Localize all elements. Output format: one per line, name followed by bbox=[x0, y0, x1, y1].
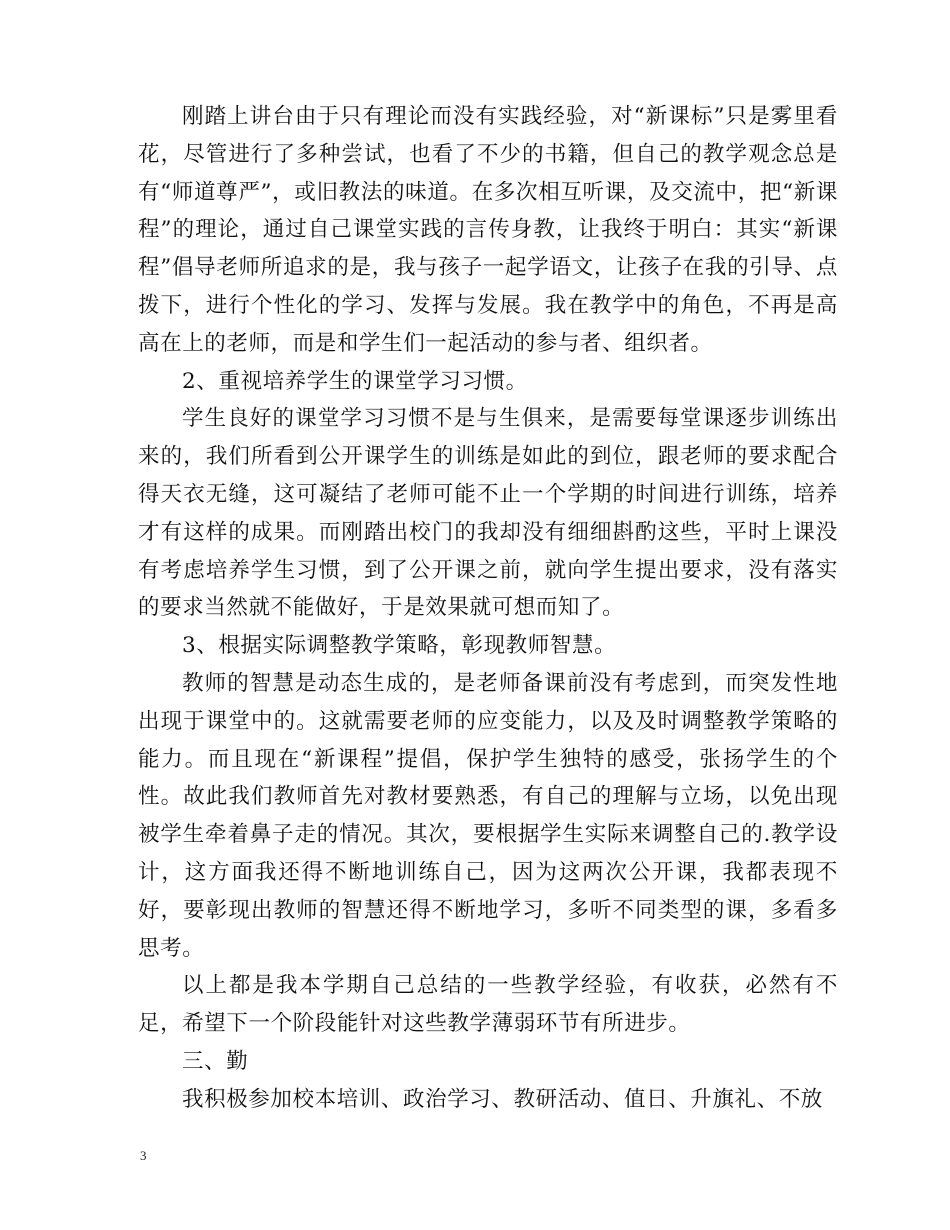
heading-teaching-strategy: 3、根据实际调整教学策略，彰现教师智慧。 bbox=[182, 633, 617, 659]
document-body bbox=[138, 98, 838, 1119]
paragraph-summary: 以上都是我本学期自己总结的一些教学经验，有收获，必然有不足，希望下一个阶段能针对这些教学薄弱环节有所进步。 bbox=[138, 973, 838, 1037]
page-number: 3 bbox=[140, 1148, 147, 1163]
paragraph-new-curriculum: 刚踏上讲台由于只有理论而没有实践经验，对“新课标”只是雾里看花，尽管进行了多种尝试，也看了不少的书籍，但自己的教学观念总是有“师道尊严”，或旧教法的味道。在多次相互听课，及交流中，把“新课程”的理论，通过自己课堂实践的言传身教，让我终于明白：其实“新课程”倡导老师所追求的是，我与孩子一起学语文，让孩子在我的引导、点拨下，进行个性化的学习、发挥与发展。我在教学中的角色，不再是高高在上的老师，而是和学生们一起活动的参与者、组织者。 bbox=[138, 104, 838, 356]
heading-study-habits: 2、重视培养学生的课堂学习习惯。 bbox=[182, 368, 528, 394]
paragraph-teacher-wisdom: 教师的智慧是动态生成的，是老师备课前没有考虑到，而突发性地出现于课堂中的。这就需要老师的应变能力，以及及时调整教学策略的能力。而且现在“新课程”提倡，保护学生独特的感受，张扬学生的个性。故此我们教师首先对教材要熟悉，有自己的理解与立场，以免出现被学生牵着鼻子走的情况。其次，要根据学生实际来调整自己的.教学设计，这方面我还得不断地训练自己，因为这两次公开课，我都表现不好，要彰现出教师的智慧还得不断地学习，多听不同类型的课，多看多思考。 bbox=[138, 670, 838, 961]
paragraph-participation: 我积极参加校本培训、政治学习、教研活动、值日、升旗礼、不放 bbox=[182, 1086, 823, 1112]
paragraph-study-habits: 学生良好的课堂学习习惯不是与生俱来，是需要每堂课逐步训练出来的，我们所看到公开课学生的训练是如此的到位，跟老师的要求配合得天衣无缝，这可凝结了老师可能不止一个学期的时间进行训练，培养才有这样的成果。而刚踏出校门的我却没有细细斟酌这些，平时上课没有考虑培养学生习惯，到了公开课之前，就向学生提出要求，没有落实的要求当然就不能做好，于是效果就可想而知了。 bbox=[138, 406, 838, 621]
heading-diligence: 三、勤 bbox=[182, 1048, 249, 1074]
